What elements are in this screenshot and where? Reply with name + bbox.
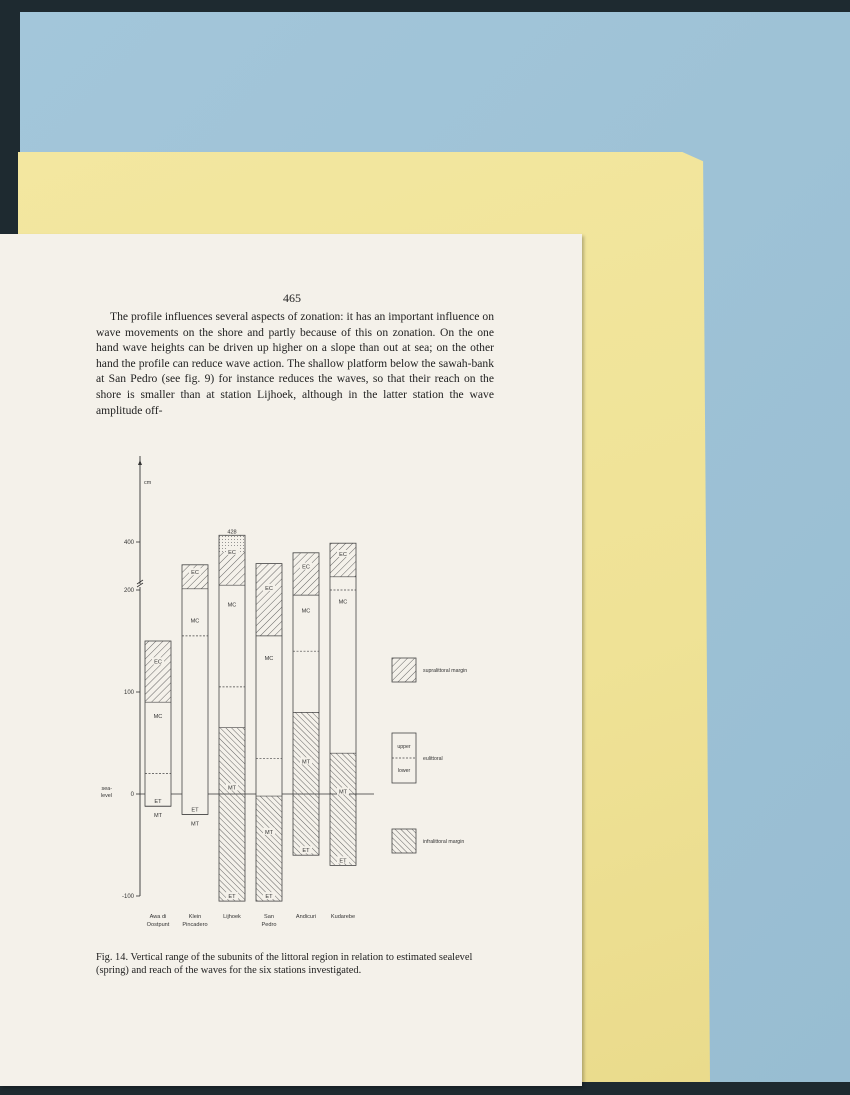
zone-label: EC [265, 585, 273, 592]
paragraph: The profile influences several aspects of zonation: it has an important influence on wave movements on the shore and partly because of this on zonation. On the one hand wave heights can be driven up higher on a slope than out at sea; on the other hand the profile can reduce wave action. The shallow platform below the sawah-bank at San Pedro (see fig. 9) for instance reduces the waves, so that their reach on the shore is smaller than at station Lijhoek, although in the latter station the wave amplitude off- [96, 310, 494, 417]
infralittoral-segment [219, 728, 245, 901]
zone-label: MC [190, 618, 200, 625]
infralittoral-segment [256, 796, 282, 901]
y-tick-label: 400 [123, 540, 134, 546]
supralittoral-segment [256, 564, 282, 636]
legend-upper-label: upper [397, 744, 411, 750]
page-number: 465 [283, 291, 301, 305]
figure-caption: Fig. 14. Vertical range of the subunits of the littoral region in relation to estimated sealevel (spring) and reach of the waves for the six stations investigated. [96, 952, 473, 976]
zone-label: ET [339, 858, 347, 865]
zone-label: MT [153, 813, 163, 820]
body-text [96, 309, 494, 418]
legend-supra-label: supralittoral margin [423, 668, 468, 674]
y-tick-label: -100 [121, 894, 134, 900]
station-name-line2: Pincadero [182, 922, 208, 928]
station-name: Andicuri [295, 914, 317, 920]
infralittoral-segment [330, 753, 356, 865]
infralittoral-segment [293, 712, 319, 855]
legend-lower-label: lower [397, 768, 411, 774]
top-value-label: 428 [227, 529, 237, 536]
zone-label: MT [264, 829, 274, 836]
zone-label: MC [153, 713, 163, 720]
zone-label: MT [338, 789, 348, 796]
station-name: San [264, 914, 274, 920]
zone-label: MC [338, 599, 348, 606]
y-axis-arrow [138, 460, 142, 465]
zone-label: MT [301, 759, 311, 766]
station-name: Kudarebe [330, 914, 356, 920]
zone-label: EC [302, 564, 310, 571]
y-axis-unit: cm [144, 480, 152, 486]
supralittoral-segment [330, 543, 356, 577]
zone-label: MC [227, 602, 237, 609]
sea-level-label: level [100, 793, 112, 799]
zone-label: ET [191, 807, 199, 814]
zone-label: ET [265, 894, 273, 901]
supralittoral-segment [293, 553, 319, 595]
zone-label: MT [190, 821, 200, 828]
zone-label: MT [227, 785, 237, 792]
sea-level-label: sea- [101, 786, 112, 792]
y-tick-label: 100 [123, 690, 134, 696]
zone-label: EC [339, 551, 347, 558]
station-name-line2: Pedro [261, 922, 277, 928]
zone-label: EC [228, 549, 236, 556]
station-bars [145, 535, 356, 901]
book-page [0, 234, 582, 1086]
zone-label: MC [301, 608, 311, 615]
legend-infra-label: infralittoral margin [423, 839, 465, 845]
zone-label: MC [264, 655, 274, 662]
zone-label: ET [228, 894, 236, 901]
y-tick-label: 200 [123, 588, 134, 594]
zone-label: ET [154, 799, 162, 806]
supralittoral-segment [145, 641, 171, 702]
zone-label: ET [302, 848, 310, 855]
y-tick-label: 0 [130, 792, 134, 798]
zone-label: EC [154, 659, 162, 666]
station-name: Klein [188, 914, 202, 920]
legend-infra-swatch [392, 829, 416, 853]
station-name: Awa di [149, 914, 167, 920]
station-name: Lijhoek [223, 914, 241, 920]
station-name-line2: Oostpunt [146, 922, 170, 928]
legend-eulittoral-label: eulittoral [423, 756, 443, 762]
zonation-figure [92, 436, 492, 946]
station-labels [147, 529, 355, 928]
legend [392, 658, 467, 853]
zone-label: EC [191, 570, 199, 577]
legend-supra-swatch [392, 658, 416, 682]
